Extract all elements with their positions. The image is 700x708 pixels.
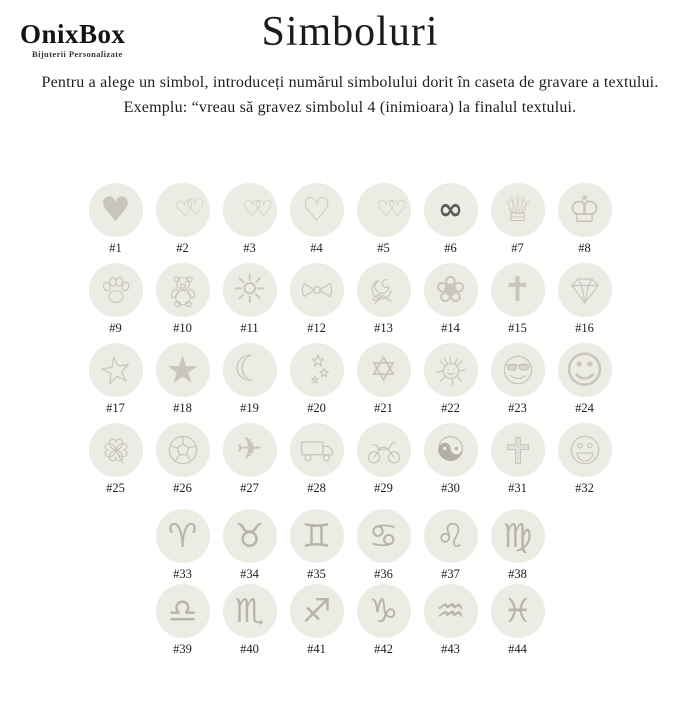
symbol-cell [223,343,277,416]
symbol-number: #20 [307,400,326,415]
symbol-number: #1 [109,240,122,255]
symbol-number: #30 [441,480,460,495]
symbol-cell [558,183,612,256]
grinning-smiley-icon [564,429,606,471]
zodiac-gemini-badge [290,509,344,563]
symbol-cell [357,584,411,657]
symbol-number: #38 [508,566,527,581]
symbol-number: #4 [310,240,323,255]
rose-badge [357,263,411,317]
symbol-number: #15 [508,320,527,335]
paw-print-badge [89,263,143,317]
symbol-number: #22 [441,400,460,415]
starfish-icon [96,350,136,390]
zodiac-capricorn-icon: ♑ [368,591,399,631]
symbol-number: #27 [240,480,259,495]
zodiac-gemini-icon: ♊ [301,516,332,556]
symbol-number: #34 [240,566,259,581]
symbol-number: #5 [377,240,390,255]
zodiac-cancer-icon: ♋ [368,516,399,556]
symbol-number: #41 [307,641,326,656]
teddy-bear-icon [163,270,203,310]
scattered-stars-icon [297,350,337,390]
infinity-icon: ∞ [438,191,463,227]
symbol-cell [156,183,210,256]
symbol-cell [89,343,143,416]
symbol-row [0,343,700,416]
symbol-number: #24 [575,400,594,415]
symbol-cell [357,183,411,256]
zodiac-aquarius-icon: ♒ [435,591,466,631]
symbol-cell [424,263,478,336]
zodiac-virgo-badge [491,509,545,563]
symbol-number: #3 [243,240,256,255]
sunglasses-smiley-icon [497,349,539,391]
symbol-row [0,423,700,496]
symbol-number: #17 [106,400,125,415]
striped-heart-badge [89,183,143,237]
instructions-text: Pentru a alege un simbol, introduceți numărul simbolului dorit în caseta de gravare a textului. Exemplu: “vreau să gravez simbolul 4 (inimioara) la finalul textului. [41,74,659,116]
wild-rose-flower-icon: ❀ [434,268,466,312]
sunglasses-smiley-badge [491,343,545,397]
symbol-cell [491,509,545,582]
four-leaf-clover-icon [96,430,136,470]
zodiac-sagittarius-badge [290,584,344,638]
star-of-david-badge [357,343,411,397]
symbol-cell [357,423,411,496]
symbol-number: #44 [508,641,527,656]
striped-star-badge [156,343,210,397]
symbol-cell [156,343,210,416]
symbol-cell [424,423,478,496]
princess-crown-badge [491,183,545,237]
plain-cross-badge [491,423,545,477]
smiling-sun-badge [424,343,478,397]
teddy-bear-badge [156,263,210,317]
symbol-number: #18 [173,400,192,415]
symbol-number: #25 [106,480,125,495]
sun-face-icon: ☼ [231,266,268,313]
striped-heart-icon: ♥ [100,189,131,230]
smiley-face-icon: ☺ [564,347,605,392]
symbol-cell [424,343,478,416]
linked-hearts-icon: ♡♡ [242,196,266,222]
symbol-cell [156,584,210,657]
symbol-cell [491,343,545,416]
symbol-cell [89,423,143,496]
symbol-row [0,509,700,582]
symbol-grid [0,183,700,657]
grinning-smiley-badge [558,423,612,477]
zodiac-pisces-icon: ♓ [502,591,533,631]
symbol-number: #29 [374,480,393,495]
radiant-cross-icon: ✝ [503,269,532,310]
plain-cross-icon [498,430,538,470]
page-title: Simboluri [261,9,439,55]
symbol-row [0,183,700,256]
symbol-number: #28 [307,480,326,495]
zodiac-taurus-badge [223,509,277,563]
symbol-cell [558,263,612,336]
motorcycle-badge [357,423,411,477]
four-leaf-clover-badge [89,423,143,477]
symbol-cell [290,509,344,582]
symbol-cell [89,263,143,336]
symbol-number: #9 [109,320,122,335]
symbol-number: #26 [173,480,192,495]
symbol-cell [558,423,612,496]
symbol-cell [424,183,478,256]
ribbon-bow-icon [297,270,337,310]
truck-icon [296,429,338,471]
rose-icon [364,270,404,310]
symbol-number: #23 [508,400,527,415]
truck-badge [290,423,344,477]
symbol-cell [89,183,143,256]
diamond-gem-icon [565,270,605,310]
zodiac-leo-icon: ♌ [435,516,466,556]
symbol-cell [491,263,545,336]
symbol-number: #19 [240,400,259,415]
ribbon-bow-badge [290,263,344,317]
overlapping-hearts-icon: ♡♡ [173,195,200,224]
overlapping-hearts-badge [156,183,210,237]
symbol-number: #14 [441,320,460,335]
yin-yang-icon: ☯ [435,429,466,470]
zodiac-taurus-icon: ♉ [234,516,265,556]
symbol-cell [491,423,545,496]
symbol-number: #21 [374,400,393,415]
symbol-cell [558,343,612,416]
symbol-cell [223,584,277,657]
smiley-face-badge [558,343,612,397]
motorcycle-icon [363,429,405,471]
symbol-row [0,584,700,657]
symbol-cell [357,509,411,582]
scattered-stars-badge [290,343,344,397]
symbol-cell [424,509,478,582]
star-of-david-icon: ✡ [369,349,398,390]
symbol-cell [290,423,344,496]
symbol-number: #10 [173,320,192,335]
symbol-cell [424,584,478,657]
zodiac-scorpio-badge [223,584,277,638]
zodiac-libra-badge [156,584,210,638]
wild-rose-flower-badge [424,263,478,317]
symbol-number: #12 [307,320,326,335]
symbol-cell [223,263,277,336]
striped-star-icon: ★ [165,347,200,392]
symbol-number: #11 [240,320,259,335]
diamond-gem-badge [558,263,612,317]
symbol-number: #2 [176,240,189,255]
symbol-cell [156,509,210,582]
smiling-sun-icon [431,350,471,390]
royal-crown-icon: ♔ [567,188,602,232]
heart-outline-icon: ♡ [301,190,332,230]
zodiac-virgo-icon: ♍ [502,516,533,556]
zodiac-libra-icon: ♎ [167,591,198,631]
princess-crown-icon: ♕ [502,189,533,230]
sun-face-badge [223,263,277,317]
symbol-cell [491,584,545,657]
logo-subtitle: Bijuterii Personalizate [32,49,123,59]
zodiac-sagittarius-icon: ♐ [301,591,332,631]
symbol-number: #31 [508,480,527,495]
symbol-cell [290,183,344,256]
symbol-number: #42 [374,641,393,656]
yin-yang-badge [424,423,478,477]
zodiac-aries-badge [156,509,210,563]
infinity-badge [424,183,478,237]
symbol-number: #8 [578,240,591,255]
logo[interactable] [20,21,126,59]
symbol-cell [223,183,277,256]
symbol-number: #6 [444,240,457,255]
zodiac-leo-badge [424,509,478,563]
symbol-number: #36 [374,566,393,581]
symbol-cell [290,343,344,416]
symbol-cell [223,509,277,582]
crescent-moon-badge [223,343,277,397]
starfish-badge [89,343,143,397]
logo-title: OnixBox [20,19,126,49]
symbol-number: #33 [173,566,192,581]
symbol-cell [290,584,344,657]
soccer-ball-icon [162,429,204,471]
symbol-cell [491,183,545,256]
zodiac-scorpio-icon: ♏ [234,591,265,631]
crescent-moon-icon: ☾ [233,348,266,390]
zodiac-pisces-badge [491,584,545,638]
linked-hearts-badge [223,183,277,237]
zodiac-aquarius-badge [424,584,478,638]
airplane-icon: ✈ [236,431,263,468]
soccer-ball-badge [156,423,210,477]
royal-crown-badge [558,183,612,237]
symbol-number: #40 [240,641,259,656]
symbol-cell [290,263,344,336]
symbol-number: #13 [374,320,393,335]
symbol-number: #39 [173,641,192,656]
symbol-number: #37 [441,566,460,581]
symbol-cell [156,423,210,496]
symbol-number: #7 [511,240,524,255]
symbol-cell [357,263,411,336]
paw-print-icon [96,270,136,310]
heart-outline-badge [290,183,344,237]
symbol-cell [357,343,411,416]
zodiac-cancer-badge [357,509,411,563]
double-hearts-icon: ♡♡ [376,196,400,222]
zodiac-aries-icon: ♈ [167,516,198,556]
double-hearts-badge [357,183,411,237]
symbol-number: #35 [307,566,326,581]
airplane-badge [223,423,277,477]
symbol-cell [223,423,277,496]
symbol-number: #43 [441,641,460,656]
radiant-cross-badge [491,263,545,317]
symbol-number: #16 [575,320,594,335]
zodiac-capricorn-badge [357,584,411,638]
symbol-row [0,263,700,336]
symbol-number: #32 [575,480,594,495]
symbol-cell [156,263,210,336]
